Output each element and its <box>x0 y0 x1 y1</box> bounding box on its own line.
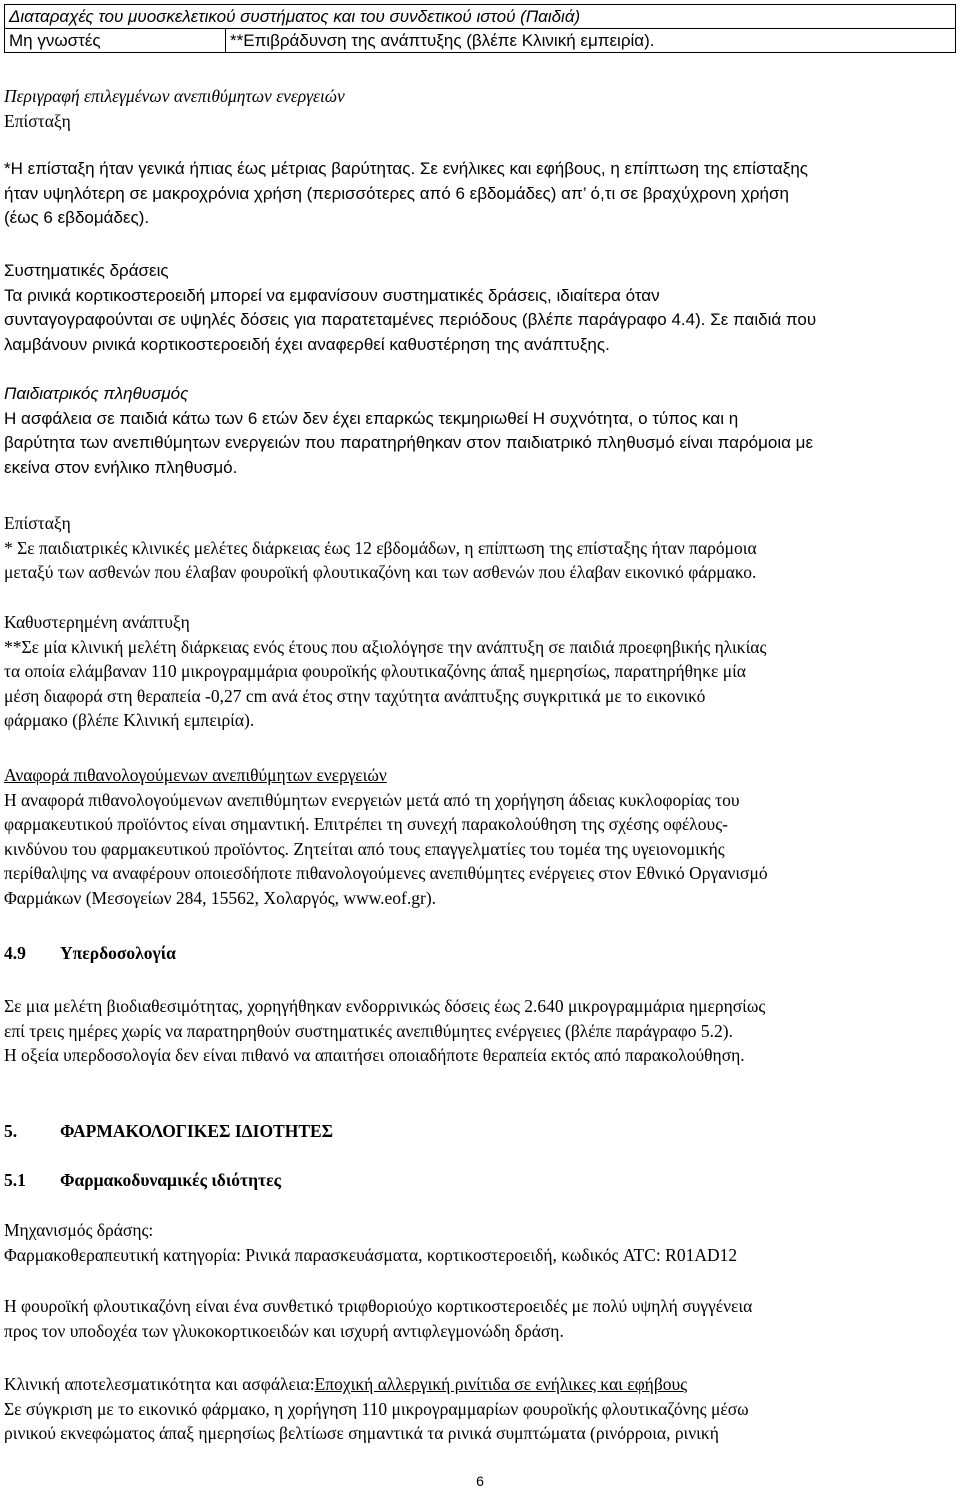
text-line: * Σε παιδιατρικές κλινικές μελέτες διάρκειας έως 12 εβδομάδων, η επίπτωση της επίσταξης ήταν παρόμοια <box>4 537 757 558</box>
reporting-heading: Αναφορά πιθανολογούμενων ανεπιθύμητων ενεργειών <box>4 765 387 785</box>
table-cell-category <box>5 5 956 29</box>
efficacy-label: Κλινική αποτελεσματικότητα και ασφάλεια: <box>4 1374 315 1394</box>
adverse-reactions-table <box>4 4 956 53</box>
text-line: ήταν υψηλότερη σε μακροχρόνια χρήση (περισσότερες από 6 εβδομάδες) απ’ ό,τι σε βραχύχρονη χρήση <box>4 183 789 203</box>
text-line: Η αναφορά πιθανολογούμενων ανεπιθύμητων ενεργειών μετά από τη χορήγηση άδειας κυκλοφορίας του <box>4 789 740 810</box>
text-line: προς τον υποδοχέα των γλυκοκορτικοειδών και ισχυρή αντιφλεγμονώδη δράση. <box>4 1320 564 1341</box>
atc-category: Φαρμακοθεραπευτική κατηγορία: Ρινικά παρασκευάσματα, κορτικοστεροειδή, κωδικός ATC: R01AD12 <box>4 1244 738 1265</box>
section-number: 5.1 <box>4 1170 26 1190</box>
table-cell-frequency: Μη γνωστές <box>5 29 226 53</box>
text-line: Η ασφάλεια σε παιδιά κάτω των 6 ετών δεν έχει επαρκώς τεκμηριωθεί Η συχνότητα, ο τύπος και η <box>4 408 739 428</box>
text-line: περίθαλψης να αναφέρουν οποιεσδήποτε πιθανολογούμενες ανεπιθύμητες ενέργειες στον Εθνικό Οργανισμό <box>4 863 768 883</box>
text-line: (έως 6 εβδομάδες). <box>4 208 150 227</box>
text-line: Φαρμάκων (Μεσογείων 284, 15562, Χολαργός, www.eof.gr). <box>4 887 437 908</box>
mechanism-paragraph <box>4 1218 956 1267</box>
text-line: μέση διαφορά στη θεραπεία -0,27 cm ανά έτος στην ταχύτητα ανάπτυξης συγκριτικά με το εικονικό <box>4 685 706 706</box>
text-line: βαρύτητα των ανεπιθύμητων ενεργειών που παρατηρήθηκαν στον παιδιατρικό πληθυσμό είναι παρόμοια με <box>4 433 814 452</box>
efficacy-subheading: Εποχική αλλεργική ρινίτιδα σε ενήλικες και εφήβους <box>314 1374 688 1394</box>
reporting-paragraph <box>4 763 956 910</box>
description-heading: Περιγραφή επιλεγμένων ανεπιθύμητων ενεργειών <box>4 86 345 106</box>
table-row <box>5 29 956 53</box>
mechanism-heading: Μηχανισμός δράσης: <box>4 1220 154 1240</box>
section-5-1-heading <box>4 1170 281 1191</box>
section-title: Φαρμακοδυναμικές ιδιότητες <box>60 1170 281 1190</box>
section-number: 4.9 <box>4 943 26 963</box>
section-number: 5. <box>4 1121 18 1141</box>
table-row <box>5 5 956 29</box>
overdose-paragraph <box>4 994 956 1068</box>
text-line: Η οξεία υπερδοσολογία δεν είναι πιθανό να απαιτήσει οποιαδήποτε θεραπεία εκτός από παρακολούθηση. <box>4 1045 745 1065</box>
text-line: Σε μια μελέτη βιοδιαθεσιμότητας, χορηγήθηκαν ενδορρινικώς δόσεις έως 2.640 μικρογραμμάρια ημερησίως <box>4 996 766 1016</box>
overdose-heading <box>4 943 176 964</box>
pediatric-paragraph <box>4 382 956 480</box>
description-headings <box>4 84 956 133</box>
growth-paragraph <box>4 610 956 733</box>
table-category-text: Διαταραχές του μυοσκελετικού συστήματος και του συνδετικού ιστού (Παιδιά) <box>9 7 581 26</box>
pediatric-heading: Παιδιατρικός πληθυσμός <box>4 384 189 403</box>
text-line: **Σε μία κλινική μελέτη διάρκειας ενός έτους που αξιολόγησε την ανάπτυξη σε παιδιά προεφηβικής ηλικίας <box>4 636 767 657</box>
efficacy-heading-line <box>4 1372 956 1397</box>
text-line: *Η επίσταξη ήταν γενικά ήπιας έως μέτριας βαρύτητας. Σε ενήλικες και εφήβους, η επίπτωση της επίσταξης <box>4 159 808 178</box>
section-title: ΦΑΡΜΑΚΟΛΟΓΙΚΕΣ ΙΔΙΟΤΗΤΕΣ <box>60 1121 334 1141</box>
text-line: τα οποία ελάμβαναν 110 μικρογραμμάρια φουροϊκής φλουτικαζόνης άπαξ ημερησίως, παρατηρήθηκε μία <box>4 661 746 681</box>
section-5-heading <box>4 1121 333 1142</box>
epistaxis-paragraph <box>4 157 956 231</box>
text-line: Σε σύγκριση με το εικονικό φάρμακο, η χορήγηση 110 μικρογραμμαρίων φουροϊκής φλουτικαζόνης μέσω <box>4 1398 749 1419</box>
epistaxis-subheading: Επίσταξη <box>4 110 71 131</box>
text-line: φαρμακευτικού προϊόντος είναι σημαντική. Επιτρέπει τη συνεχή παρακολούθηση της σχέσης οφέλους- <box>4 814 728 834</box>
efficacy-paragraph <box>4 1372 956 1446</box>
text-line: μεταξύ των ασθενών που έλαβαν φουροϊκή φλουτικαζόνη και των ασθενών που έλαβαν εικονικό φάρμακο. <box>4 562 757 582</box>
pediatric-epistaxis-paragraph <box>4 511 956 585</box>
text-line: εκείνα στον ενήλικο πληθυσμό. <box>4 457 238 477</box>
section-title: Υπερδοσολογία <box>60 943 176 963</box>
text-line: επί τρεις ημέρες χωρίς να παρατηρηθούν συστηματικές ανεπιθύμητες ενέργειες (βλέπε παράγραφο 5.2). <box>4 1020 734 1041</box>
systemic-effects-paragraph <box>4 259 956 357</box>
epistaxis-heading: Επίσταξη <box>4 513 71 533</box>
table-cell-reaction: **Επιβράδυνση της ανάπτυξης (βλέπε Κλινική εμπειρία). <box>226 29 956 53</box>
text-line: φάρμακο (βλέπε Κλινική εμπειρία). <box>4 710 255 730</box>
text-line: ρινικού εκνεφώματος άπαξ ημερησίως βελτίωσε σημαντικά τα ρινικά συμπτώματα (ρινόρροια, ρινική <box>4 1423 719 1443</box>
text-line: κινδύνου του φαρμακευτικού προϊόντος. Ζητείται από τους επαγγελματίες του τομέα της υγειονομικής <box>4 838 725 859</box>
text-line: Τα ρινικά κορτικοστεροειδή μπορεί να εμφανίσουν συστηματικές δράσεις, ιδιαίτερα όταν <box>4 285 660 305</box>
growth-heading: Καθυστερημένη ανάπτυξη <box>4 612 190 632</box>
text-line: λαμβάνουν ρινικά κορτικοστεροειδή έχει αναφερθεί καθυστέρηση της ανάπτυξης. <box>4 334 610 354</box>
systemic-heading: Συστηματικές δράσεις <box>4 261 169 280</box>
page-number: 6 <box>476 1473 484 1489</box>
text-line: συνταγογραφούνται σε υψηλές δόσεις για παρατεταμένες περιόδους (βλέπε παράγραφο 4.4). Σε παιδιά που <box>4 310 817 329</box>
text-line: Η φουροϊκή φλουτικαζόνη είναι ένα συνθετικό τριφθοριούχο κορτικοστεροειδές με πολύ υψηλή συγγένεια <box>4 1296 753 1316</box>
fluticasone-paragraph <box>4 1294 956 1343</box>
